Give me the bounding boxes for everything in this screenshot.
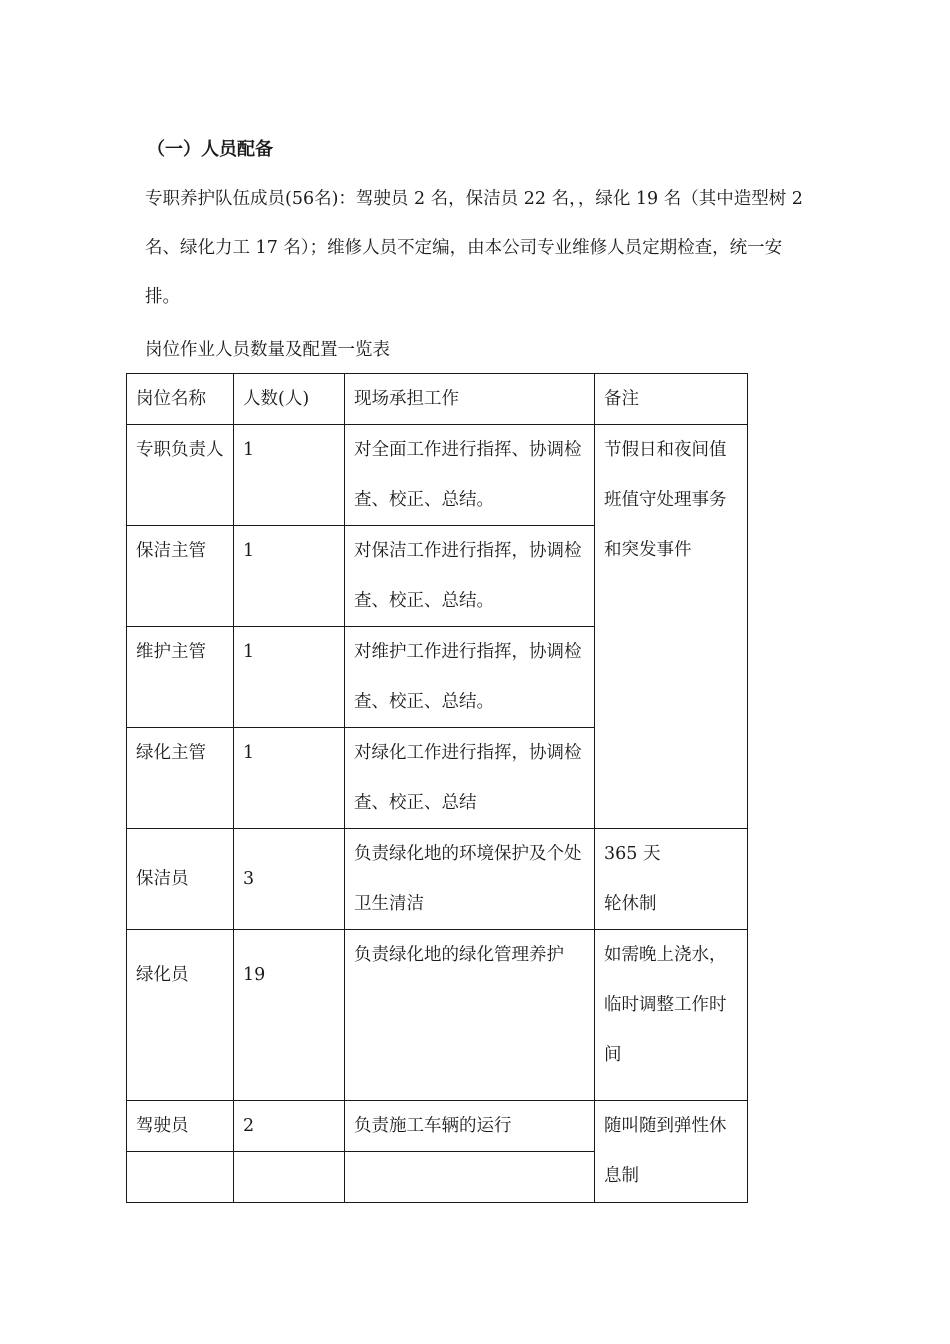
cell-count: 3 xyxy=(234,829,345,930)
cell-duty: 对全面工作进行指挥、协调检查、校正、总结。 xyxy=(345,425,595,526)
header-note: 备注 xyxy=(595,374,748,425)
cell-count: 2 xyxy=(234,1101,345,1152)
header-duty: 现场承担工作 xyxy=(345,374,595,425)
cell-duty: 对绿化工作进行指挥，协调检查、校正、总结 xyxy=(345,728,595,829)
cell-position: 绿化主管 xyxy=(127,728,234,829)
header-count: 人数(人) xyxy=(234,374,345,425)
cell-note-greening: 如需晚上浇水，临时调整工作时间 xyxy=(595,930,748,1101)
cell-position xyxy=(127,1152,234,1203)
staff-table xyxy=(126,373,748,1203)
table-row xyxy=(127,829,748,930)
cell-position: 驾驶员 xyxy=(127,1101,234,1152)
header-position: 岗位名称 xyxy=(127,374,234,425)
cell-duty: 对保洁工作进行指挥，协调检查、校正、总结。 xyxy=(345,526,595,627)
cell-duty: 对维护工作进行指挥，协调检查、校正、总结。 xyxy=(345,627,595,728)
table-header-row xyxy=(127,374,748,425)
cell-count: 1 xyxy=(234,627,345,728)
table-caption: 岗位作业人员数量及配置一览表 xyxy=(145,340,390,360)
cell-note-driver: 随叫随到弹性休息制 xyxy=(595,1101,748,1203)
cell-count xyxy=(234,1152,345,1203)
cell-count: 1 xyxy=(234,425,345,526)
table-row xyxy=(127,1101,748,1152)
table-row xyxy=(127,425,748,526)
staffing-paragraph: 专职养护队伍成员(56名)：驾驶员 2 名，保洁员 22 名，，绿化 19 名（其中造型树 2 名、绿化力工 17 名）；维修人员不定编，由本公司专业维修人员定期检查，统一安排。 xyxy=(145,189,803,307)
cell-duty xyxy=(345,1152,595,1203)
cell-count: 1 xyxy=(234,728,345,829)
cell-duty: 负责绿化地的绿化管理养护 xyxy=(345,930,595,1101)
cell-position: 保洁主管 xyxy=(127,526,234,627)
cell-position: 保洁员 xyxy=(127,829,234,930)
cell-note-managers: 节假日和夜间值班值守处理事务和突发事件 xyxy=(595,425,748,829)
cell-count: 19 xyxy=(234,930,345,1101)
note-cleaner-line2: 轮休制 xyxy=(604,894,657,914)
cell-count: 1 xyxy=(234,526,345,627)
cell-position: 专职负责人 xyxy=(127,425,234,526)
note-cleaner-line1: 365 天 xyxy=(604,844,661,864)
table-row xyxy=(127,930,748,1101)
cell-note-cleaner xyxy=(595,829,748,930)
cell-duty: 负责绿化地的环境保护及个处卫生清洁 xyxy=(345,829,595,930)
section-heading: （一）人员配备 xyxy=(147,139,273,160)
cell-position: 维护主管 xyxy=(127,627,234,728)
cell-position: 绿化员 xyxy=(127,930,234,1101)
cell-duty: 负责施工车辆的运行 xyxy=(345,1101,595,1152)
